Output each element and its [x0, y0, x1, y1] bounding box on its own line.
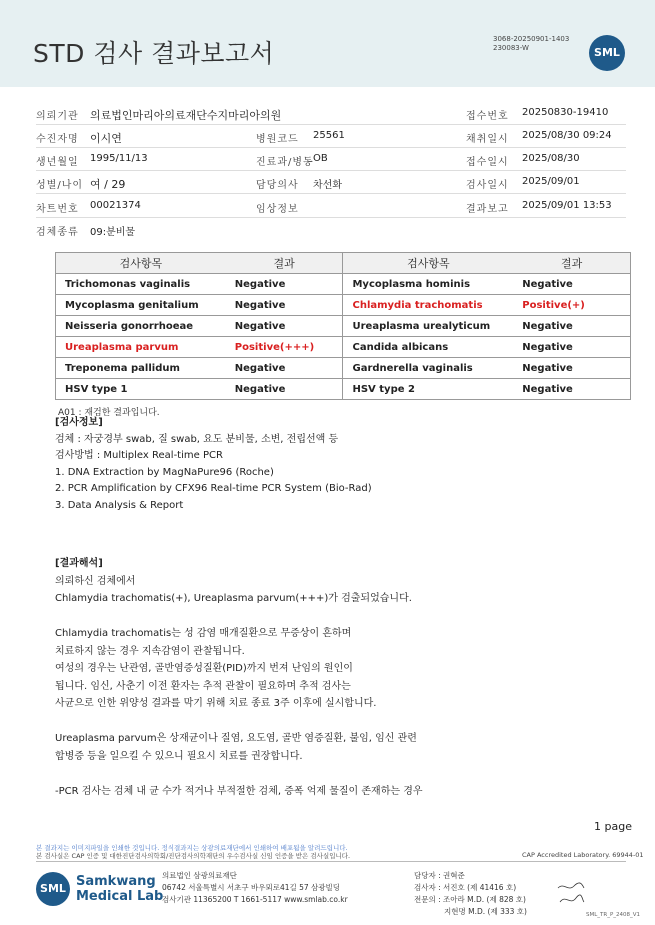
document-id-line2: 230083-W	[493, 44, 529, 52]
test-result: Negative	[513, 379, 630, 400]
col-item-header: 검사항목	[343, 253, 513, 274]
lab-org: 의료법인 삼광의료재단	[162, 871, 237, 880]
info-row-institution	[36, 102, 626, 125]
specimen-label: 검체종류	[36, 227, 79, 238]
chart-value: 00021374	[90, 200, 141, 211]
col-result-header: 결과	[513, 253, 630, 274]
clinical-label: 임상정보	[256, 204, 299, 215]
signature-icon	[556, 880, 586, 908]
table-row	[56, 274, 631, 295]
institution-value: 의료법인마리아의료재단수지마리아의원	[90, 109, 282, 122]
interpretation-line: Chlamydia trachomatis는 성 감염 매개질환으로 무증상이 흔하며	[55, 628, 352, 639]
doctor-label: 담당의사	[256, 180, 299, 191]
test-result: Negative	[226, 379, 343, 400]
interpretation-line: 됩니다. 임신, 사춘기 이전 환자는 추적 관찰이 필요하며 추적 검사는	[55, 680, 351, 692]
birth-value: 1995/11/13	[90, 153, 148, 164]
results-table	[55, 252, 631, 400]
logo-name	[76, 874, 163, 904]
logo-name-line2: Medical Lab	[76, 889, 164, 904]
col-result-header: 결과	[226, 253, 343, 274]
staff-specialist: 지현명 M.D. (제 333 호)	[444, 907, 527, 916]
col-item-header: 검사항목	[56, 253, 226, 274]
interpretation-line: Chlamydia trachomatis(+), Ureaplasma parvum(+++)가 검출되었습니다.	[55, 593, 412, 604]
staff-manager: 담당자 : 권혁준	[414, 871, 465, 880]
page-title: STD 검사 결과보고서	[33, 39, 275, 68]
test-info-line: 2. PCR Amplification by CFX96 Real-time PCR System (Bio-Rad)	[55, 483, 372, 494]
test-result: Negative	[226, 295, 343, 316]
test-item: Treponema pallidum	[56, 358, 226, 379]
interpretation-line: -PCR 검사는 검체 내 균 수가 적거나 부적절한 검체, 증폭 억제 물질이 존재하는 경우	[55, 785, 423, 797]
test-result: Negative	[513, 274, 630, 295]
test-date-value: 2025/09/01	[522, 176, 580, 187]
test-item: Mycoplasma genitalium	[56, 295, 226, 316]
table-row	[56, 379, 631, 400]
test-item: Gardnerella vaginalis	[343, 358, 513, 379]
test-item-positive: Ureaplasma parvum	[56, 337, 226, 358]
test-info-section	[55, 415, 372, 514]
test-result: Negative	[226, 316, 343, 337]
collection-label: 채취일시	[466, 134, 509, 145]
reception-no-label: 접수번호	[466, 111, 509, 122]
received-value: 2025/08/30	[522, 153, 580, 164]
staff-tester: 검사자 : 서진호 (제 41416 호)	[414, 883, 517, 892]
dept-value: OB	[313, 153, 328, 164]
footer-divider	[36, 861, 626, 862]
test-item: Trichomonas vaginalis	[56, 274, 226, 295]
table-row	[56, 358, 631, 379]
interpretation-line: 사균으로 인한 위양성 결과를 막기 위해 치료 종료 3주 이후에 실시합니다.	[55, 698, 377, 709]
retest-note: A01 : 재검한 결과입니다.	[58, 408, 160, 418]
interpretation-line: 여성의 경우는 난관염, 골반염증성질환(PID)까지 번져 난임의 원인이	[55, 663, 353, 674]
dept-label: 진료과/병동	[256, 157, 314, 168]
sex-age-label: 성별/나이	[36, 180, 84, 191]
test-info-title: [검사정보]	[55, 417, 103, 428]
info-row-examinee	[36, 125, 626, 148]
info-row-specimen	[36, 218, 626, 241]
info-row-birth	[36, 148, 626, 171]
institution-label: 의뢰기관	[36, 111, 79, 122]
spacer	[55, 608, 423, 626]
test-result: Negative	[513, 337, 630, 358]
interpretation-line: 합병증 등을 일으킬 수 있으니 필요시 치료를 권장합니다.	[55, 750, 303, 762]
document-id	[493, 35, 569, 53]
print-notice: 본 결과지는 이미지파일을 인쇄한 것입니다. 정식결과지는 상광의료재단에서 인쇄하여 배포됨을 알려드립니다.	[36, 844, 348, 852]
spacer	[55, 713, 423, 731]
lab-street: 06742 서울특별시 서초구 바우뫼로41길 57 삼광빌딩	[162, 883, 341, 892]
cap-accreditation: CAP Accredited Laboratory. 69944-01	[522, 851, 644, 859]
test-result: Negative	[226, 358, 343, 379]
examinee-label: 수진자명	[36, 134, 79, 145]
report-label: 결과보고	[466, 204, 509, 215]
test-info-line: 1. DNA Extraction by MagNaPure96 (Roche)	[55, 466, 274, 478]
spacer	[55, 765, 423, 783]
test-info-line: 검사방법 : Multiplex Real-time PCR	[55, 450, 223, 461]
lab-address	[162, 870, 348, 906]
test-result: Negative	[513, 316, 630, 337]
test-item: Ureaplasma urealyticum	[343, 316, 513, 337]
interpretation-line: 치료하지 않는 경우 지속감염이 관찰됩니다.	[55, 645, 245, 657]
interpretation-title: [결과해석]	[55, 558, 103, 569]
doctor-value: 차선화	[313, 180, 342, 191]
specimen-value: 09:분비물	[90, 227, 136, 238]
table-header-row	[56, 253, 631, 274]
test-info-line: 검체 : 자궁경부 swab, 질 swab, 요도 분비물, 소변, 전립선액 등	[55, 433, 339, 445]
form-id: SML_TR_P_2408_V1	[586, 912, 641, 918]
sex-age-value: 여 / 29	[90, 178, 126, 191]
table-row	[56, 337, 631, 358]
collection-value: 2025/08/30 09:24	[522, 130, 612, 141]
test-item: HSV type 2	[343, 379, 513, 400]
test-item: Neisseria gonorrhoeae	[56, 316, 226, 337]
chart-label: 차트번호	[36, 204, 79, 215]
logo-name-line1: Samkwang	[76, 874, 156, 889]
test-item: Candida albicans	[343, 337, 513, 358]
sml-logo-icon: SML	[36, 872, 70, 906]
test-info-line: 3. Data Analysis & Report	[55, 499, 184, 511]
staff-list	[414, 870, 527, 918]
certification-notice: 본 검사실은 CAP 인증 및 대한진단검사의학회/진단검사의학재단의 우수검사실 신임 인증을 받은 검사실입니다.	[36, 852, 351, 860]
test-result: Negative	[513, 358, 630, 379]
test-date-label: 검사일시	[466, 180, 509, 191]
report-value: 2025/09/01 13:53	[522, 200, 612, 211]
interpretation-line: 의뢰하신 검체에서	[55, 575, 136, 587]
table-row	[56, 295, 631, 316]
test-result: Negative	[226, 274, 343, 295]
table-row	[56, 316, 631, 337]
reception-no-value: 20250830-19410	[522, 107, 609, 118]
document-id-line1: 3068-20250901-1403	[493, 35, 570, 43]
info-row-sex-age	[36, 171, 626, 194]
examinee-value: 이시연	[90, 132, 122, 145]
staff-specialist: 전문의 : 조아라 M.D. (제 828 호)	[414, 895, 526, 904]
interpretation-section	[55, 555, 423, 800]
test-item: Mycoplasma hominis	[343, 274, 513, 295]
birth-label: 생년월일	[36, 157, 79, 168]
test-item: HSV type 1	[56, 379, 226, 400]
interpretation-line: Ureaplasma parvum은 상재균이나 질염, 요도염, 골반 염증질환, 불임, 임신 관련	[55, 733, 417, 744]
report-header	[0, 0, 655, 87]
lab-contact: 검사기관 11365200 T 1661-5117 www.smlab.co.kr	[162, 895, 348, 904]
received-label: 접수일시	[466, 157, 509, 168]
test-result-positive: Positive(+)	[513, 295, 630, 316]
sml-logo-icon: SML	[589, 35, 625, 71]
page-number: 1 page	[594, 820, 632, 833]
info-row-chart	[36, 195, 626, 218]
test-result-positive: Positive(+++)	[226, 337, 343, 358]
ward-code-value: 25561	[313, 130, 345, 141]
test-item-positive: Chlamydia trachomatis	[343, 295, 513, 316]
divider	[36, 193, 626, 194]
ward-code-label: 병원코드	[256, 134, 299, 145]
